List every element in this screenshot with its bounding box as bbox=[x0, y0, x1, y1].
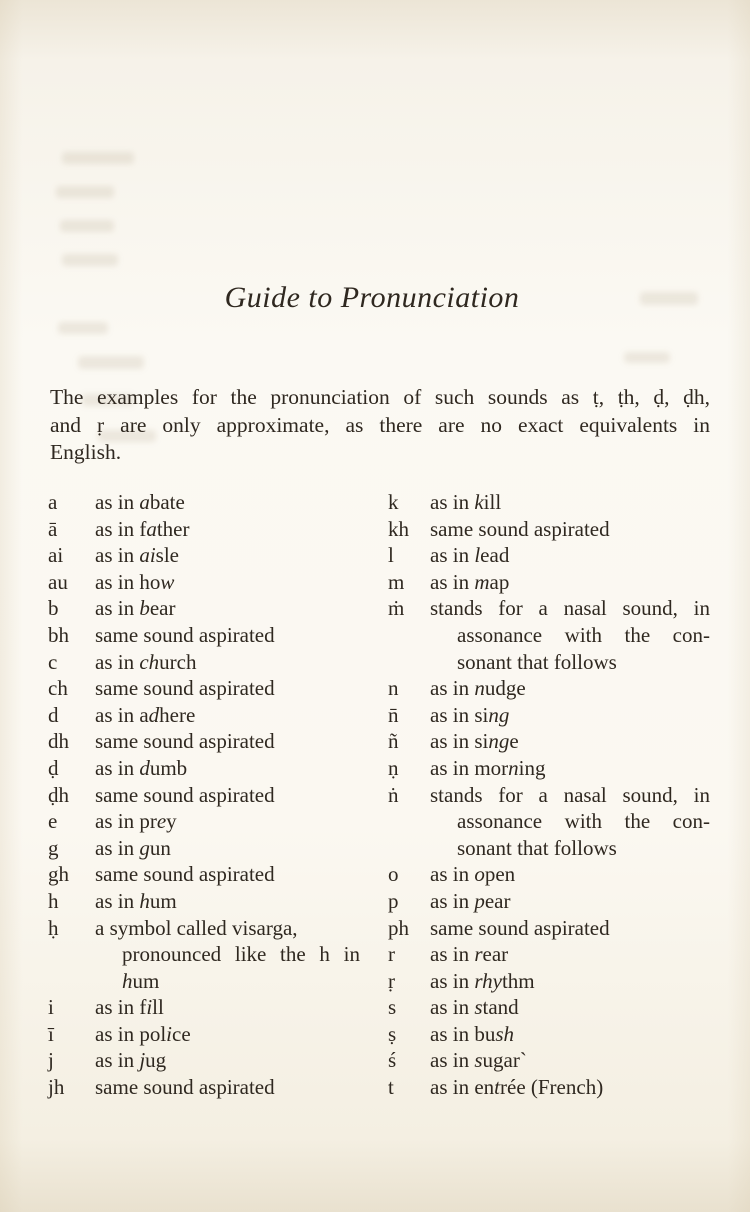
pronunciation-entry bbox=[48, 861, 360, 888]
sound-description bbox=[95, 782, 360, 809]
pronunciation-entry bbox=[48, 915, 360, 995]
sound-description bbox=[95, 622, 360, 649]
text-line: English. bbox=[50, 440, 122, 464]
text-line: as in fill bbox=[95, 995, 164, 1020]
text-line: as in abate bbox=[95, 490, 185, 514]
pronunciation-entry bbox=[48, 516, 360, 543]
text-line: same sound aspirated bbox=[430, 516, 610, 541]
text-line: sonant that follows bbox=[457, 835, 617, 860]
pronunciation-entry bbox=[388, 516, 710, 543]
sound-description bbox=[430, 968, 710, 995]
sound-description bbox=[430, 595, 710, 675]
text-line: as in sing bbox=[430, 702, 510, 727]
bleedthrough-smudge bbox=[624, 352, 670, 363]
text-line: as in rhythm bbox=[430, 968, 535, 993]
pronunciation-entry bbox=[48, 622, 360, 649]
sound-description bbox=[95, 1047, 360, 1074]
sound-description bbox=[95, 755, 360, 782]
text-line: as in singe bbox=[430, 729, 519, 754]
pronunciation-entry bbox=[48, 994, 360, 1021]
sound-description bbox=[430, 941, 710, 968]
text-line: as in open bbox=[430, 862, 516, 887]
sound-symbol: ṣ bbox=[388, 1021, 397, 1046]
pronunciation-entry bbox=[388, 1021, 710, 1048]
sound-symbol: ṛ bbox=[388, 968, 395, 993]
sound-description bbox=[95, 649, 360, 676]
sound-description bbox=[430, 1074, 710, 1101]
sound-symbol: ḥ bbox=[48, 915, 59, 940]
pronunciation-entry bbox=[48, 569, 360, 596]
sound-symbol: dh bbox=[48, 729, 69, 754]
bleedthrough-smudge bbox=[62, 152, 134, 164]
text-line: as in adhere bbox=[95, 702, 196, 727]
text-line: as in morning bbox=[430, 755, 546, 780]
pronunciation-entry bbox=[388, 569, 710, 596]
text-line: a symbol called visarga, bbox=[95, 915, 298, 940]
sound-description bbox=[95, 1074, 360, 1101]
sound-symbol: k bbox=[388, 490, 399, 514]
text-line: same sound aspirated bbox=[95, 729, 275, 754]
text-line: assonance with the con- bbox=[457, 809, 710, 834]
bleedthrough-smudge bbox=[58, 322, 108, 334]
sound-description bbox=[430, 516, 710, 543]
text-line: The examples for the pronunciation of such sounds as ṭ, ṭh, ḍ, ḍh, bbox=[50, 385, 710, 409]
sound-description bbox=[95, 861, 360, 888]
sound-symbol: ḍh bbox=[48, 782, 69, 807]
pronunciation-entry bbox=[48, 1074, 360, 1101]
pronunciation-entry bbox=[48, 542, 360, 569]
pronunciation-entry bbox=[48, 1047, 360, 1074]
sound-symbol: o bbox=[388, 862, 399, 887]
sound-symbol: e bbox=[48, 809, 58, 834]
sound-description bbox=[95, 569, 360, 596]
sound-description bbox=[430, 728, 710, 755]
sound-symbol: d bbox=[48, 702, 59, 727]
text-line: as in stand bbox=[430, 995, 519, 1020]
sound-symbol: ḍ bbox=[48, 755, 59, 780]
pronunciation-entry bbox=[48, 595, 360, 622]
text-line: same sound aspirated bbox=[95, 782, 275, 807]
text-line: as in jug bbox=[95, 1048, 167, 1073]
text-line: as in how bbox=[95, 569, 175, 594]
text-line: and ṛ are only approximate, as there are no exact equivalents in bbox=[50, 412, 710, 437]
pronunciation-entry bbox=[388, 782, 710, 862]
bleedthrough-smudge bbox=[56, 186, 114, 198]
sound-symbol: ñ bbox=[388, 729, 399, 754]
pronunciation-entry bbox=[388, 861, 710, 888]
pronunciation-entry bbox=[388, 1074, 710, 1101]
sound-description bbox=[430, 994, 710, 1021]
text-line: assonance with the con- bbox=[457, 622, 710, 647]
text-line: as in rear bbox=[430, 942, 509, 967]
text-line: stands for a nasal sound, in bbox=[430, 596, 710, 621]
bleedthrough-smudge bbox=[60, 220, 114, 232]
sound-symbol: c bbox=[48, 649, 58, 674]
sound-symbol: jh bbox=[48, 1075, 65, 1100]
sound-description bbox=[430, 755, 710, 782]
sound-symbol: j bbox=[48, 1048, 54, 1073]
sound-description bbox=[95, 675, 360, 702]
pronunciation-entry bbox=[388, 675, 710, 702]
sound-symbol: ṅ bbox=[388, 782, 399, 807]
text-line: as in aisle bbox=[95, 543, 179, 568]
pronunciation-entry bbox=[388, 702, 710, 729]
sound-description bbox=[95, 915, 360, 995]
pronunciation-entry bbox=[48, 755, 360, 782]
sound-description bbox=[95, 542, 360, 569]
sound-symbol: kh bbox=[388, 516, 409, 541]
sound-symbol: ī bbox=[48, 1021, 54, 1046]
text-line: as in map bbox=[430, 569, 510, 594]
sound-description bbox=[95, 702, 360, 729]
text-line: as in kill bbox=[430, 490, 502, 514]
pronunciation-entry bbox=[388, 994, 710, 1021]
pronunciation-entry bbox=[48, 782, 360, 809]
right-column bbox=[388, 489, 710, 1101]
sound-description bbox=[95, 516, 360, 543]
text-line: as in dumb bbox=[95, 755, 188, 780]
pronunciation-entry bbox=[388, 1047, 710, 1074]
sound-description bbox=[430, 542, 710, 569]
pronunciation-entry bbox=[388, 728, 710, 755]
text-line: as in prey bbox=[95, 809, 177, 834]
pronunciation-entry bbox=[388, 941, 710, 968]
sound-symbol: ch bbox=[48, 676, 68, 701]
sound-description bbox=[430, 1021, 710, 1048]
sound-description bbox=[430, 569, 710, 596]
sound-description bbox=[95, 595, 360, 622]
sound-symbol: i bbox=[48, 995, 54, 1020]
sound-description bbox=[430, 915, 710, 942]
sound-symbol: ṇ bbox=[388, 755, 399, 780]
sound-symbol: ś bbox=[388, 1048, 397, 1073]
sound-description bbox=[430, 782, 710, 862]
sound-symbol: s bbox=[388, 995, 397, 1020]
text-line: same sound aspirated bbox=[95, 1075, 275, 1100]
sound-description bbox=[95, 835, 360, 862]
left-column bbox=[48, 489, 360, 1101]
text-line: as in gun bbox=[95, 835, 171, 860]
sound-symbol: ai bbox=[48, 543, 64, 568]
text-line: same sound aspirated bbox=[95, 676, 275, 701]
sound-description bbox=[430, 702, 710, 729]
sound-symbol: p bbox=[388, 888, 399, 913]
sound-symbol: m bbox=[388, 569, 405, 594]
intro-paragraph bbox=[50, 384, 710, 467]
pronunciation-entry bbox=[48, 649, 360, 676]
pronunciation-entry bbox=[48, 675, 360, 702]
sound-description bbox=[430, 861, 710, 888]
text-line: as in police bbox=[95, 1021, 191, 1046]
text-line: pronounced like the h in bbox=[122, 942, 360, 967]
sound-description bbox=[95, 489, 360, 516]
text-line: as in lead bbox=[430, 543, 510, 568]
text-line: as in hum bbox=[95, 888, 177, 913]
sound-symbol: l bbox=[388, 543, 394, 568]
text-line: same sound aspirated bbox=[95, 862, 275, 887]
text-line: as in church bbox=[95, 649, 197, 674]
text-line: hum bbox=[122, 968, 160, 993]
pronunciation-entry bbox=[48, 728, 360, 755]
sound-description bbox=[430, 489, 710, 516]
sound-symbol: bh bbox=[48, 622, 69, 647]
sound-symbol: ṁ bbox=[388, 596, 405, 621]
pronunciation-entry bbox=[388, 888, 710, 915]
bleedthrough-smudge bbox=[62, 254, 118, 266]
pronunciation-entry bbox=[388, 915, 710, 942]
sound-symbol: g bbox=[48, 835, 59, 860]
sound-symbol: n bbox=[388, 676, 399, 701]
text-line: as in entrée (French) bbox=[430, 1075, 604, 1100]
sound-symbol: h bbox=[48, 888, 59, 913]
sound-description bbox=[95, 994, 360, 1021]
text-line: as in bear bbox=[95, 596, 176, 621]
sound-description bbox=[430, 675, 710, 702]
sound-description bbox=[430, 1047, 710, 1074]
pronunciation-entry bbox=[388, 968, 710, 995]
sound-description bbox=[95, 1021, 360, 1048]
sound-symbol: au bbox=[48, 569, 68, 594]
pronunciation-entry bbox=[388, 542, 710, 569]
text-line: same sound aspirated bbox=[430, 915, 610, 940]
pronunciation-entry bbox=[388, 595, 710, 675]
sound-symbol: ph bbox=[388, 915, 409, 940]
text-line: as in sugar` bbox=[430, 1048, 527, 1073]
text-line: as in pear bbox=[430, 888, 511, 913]
sound-description bbox=[95, 728, 360, 755]
text-line: same sound aspirated bbox=[95, 622, 275, 647]
bleedthrough-smudge bbox=[78, 356, 144, 369]
sound-description bbox=[95, 888, 360, 915]
text-line: as in father bbox=[95, 516, 190, 541]
page-title: Guide to Pronunciation bbox=[224, 281, 520, 314]
sound-symbol: t bbox=[388, 1075, 394, 1100]
text-line: stands for a nasal sound, in bbox=[430, 782, 710, 807]
pronunciation-entry bbox=[48, 808, 360, 835]
text-line: sonant that follows bbox=[457, 649, 617, 674]
pronunciation-entry bbox=[48, 702, 360, 729]
text-line: as in bush bbox=[430, 1021, 515, 1046]
text-line: as in nudge bbox=[430, 676, 526, 701]
pronunciation-entry bbox=[388, 755, 710, 782]
sound-symbol: a bbox=[48, 490, 58, 514]
pronunciation-entry bbox=[48, 888, 360, 915]
sound-symbol: n̄ bbox=[388, 702, 399, 727]
sound-symbol: r bbox=[388, 942, 395, 967]
sound-description bbox=[430, 888, 710, 915]
pronunciation-entry bbox=[388, 489, 710, 516]
sound-symbol: gh bbox=[48, 862, 69, 887]
sound-description bbox=[95, 808, 360, 835]
sound-symbol: ā bbox=[48, 516, 58, 541]
pronunciation-entry bbox=[48, 835, 360, 862]
sound-symbol: b bbox=[48, 596, 59, 621]
pronunciation-entry bbox=[48, 1021, 360, 1048]
pronunciation-entry bbox=[48, 489, 360, 516]
